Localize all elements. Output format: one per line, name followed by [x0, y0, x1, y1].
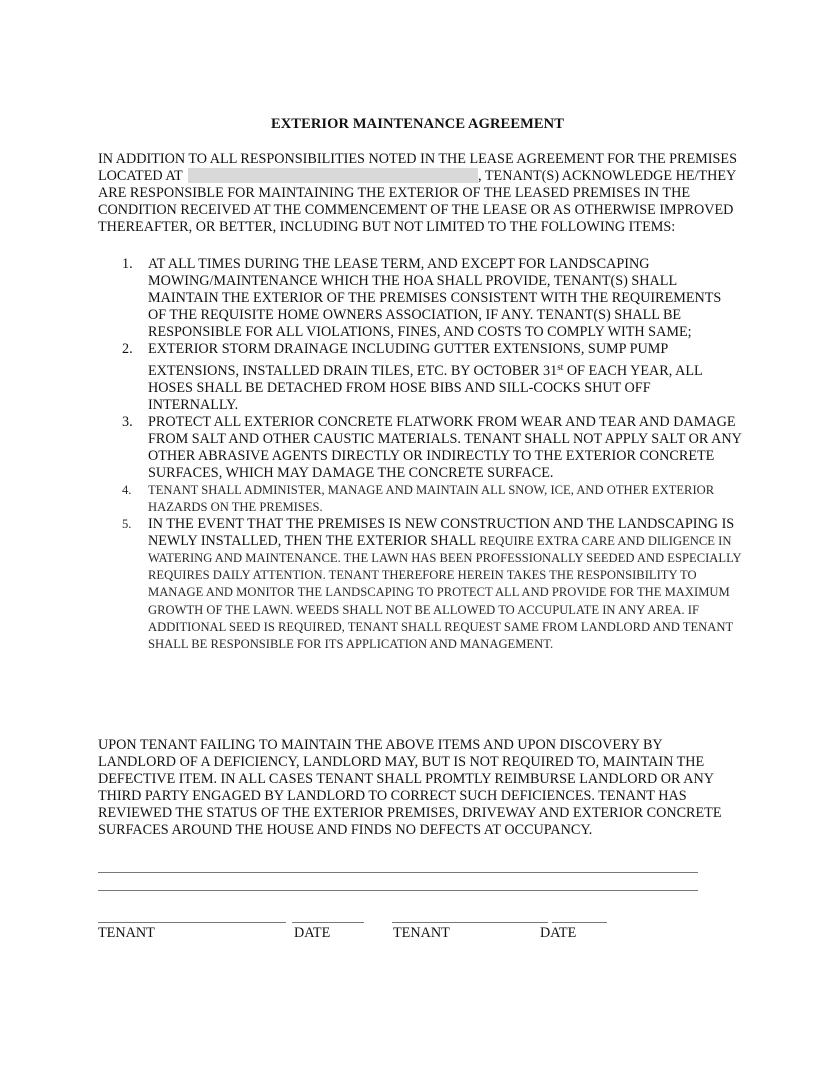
- ordinal-superscript: st: [557, 361, 564, 372]
- date-signature-line: [552, 922, 607, 923]
- list-item: [122, 516, 742, 653]
- tenant-signature-line: [392, 922, 548, 923]
- list-item-number: 4.: [122, 483, 132, 498]
- list-item-text-b: REQUIRE EXTRA CARE AND DILIGENCE IN WATERING AND MAINTENANCE. THE LAWN HAS BEEN PROFESSIONALLY SEEDED AND ESPECIALLY REQUIRES DAILY ATTENTION. TENANT THEREFORE HEREIN TAKES THE RESPONSIBILITY TO MANAGE AND MONITOR THE LANDSCAPING TO PROTECT ALL AND PROVIDE FOR THE MAXIMUM GROWTH OF THE LAWN. WEEDS SHALL NOT BE ALLOWED TO ACCUPULATE IN ANY AREA. IF ADDITIONAL SEED IS REQUIRED, TENANT SHALL REQUEST SAME FROM LANDLORD AND TENANT SHALL BE RESPONSIBLE FOR ITS APPLICATION AND MANAGEMENT.: [148, 534, 742, 651]
- list-item-number: 2.: [122, 341, 133, 358]
- blank-line: [98, 872, 698, 873]
- list-item: [122, 256, 742, 341]
- list-item: [122, 341, 742, 413]
- date-label: DATE: [294, 925, 331, 941]
- list-item-number: 1.: [122, 256, 133, 272]
- redacted-address: [188, 168, 478, 183]
- list-item-text: TENANT SHALL ADMINISTER, MANAGE AND MAINTAIN ALL SNOW, ICE, AND OTHER EXTERIOR HAZARDS ON THE PREMISES.: [148, 483, 715, 515]
- list-item-text: [148, 516, 742, 653]
- closing-paragraph: UPON TENANT FAILING TO MAINTAIN THE ABOVE ITEMS AND UPON DISCOVERY BY LANDLORD OF A DEFICIENCY, LANDLORD MAY, BUT IS NOT REQUIRED TO, MAINTAIN THE DEFECTIVE ITEM. IN ALL CASES TENANT SHALL PROMTLY REIMBURSE LANDLORD OR ANY THIRD PARTY ENGAGED BY LANDLORD TO CORRECT SUCH DEFICIENCES. TENANT HAS REVIEWED THE STATUS OF THE EXTERIOR PREMISES, DRIVEWAY AND EXTERIOR CONCRETE SURFACES AROUND THE HOUSE AND FINDS NO DEFECTS AT OCCUPANCY.: [98, 737, 722, 839]
- list-item: [122, 482, 742, 516]
- list-item-text: PROTECT ALL EXTERIOR CONCRETE FLATWORK FROM WEAR AND TEAR AND DAMAGE FROM SALT AND OTHER CAUSTIC MATERIALS. TENANT SHALL NOT APPLY SALT OR ANY OTHER ABRASIVE AGENTS DIRECTLY OR INDIRECTLY TO THE EXTERIOR CONCRETE SURFACES, WHICH MAY DAMAGE THE CONCRETE SURFACE.: [148, 413, 742, 482]
- intro-text-start: IN ADDITION TO ALL RESPONSIBILITIES NOTED IN THE LEASE AGREEMENT FOR THE PREMISES LOCATED AT: [98, 151, 737, 185]
- list-item-text-a: IN THE EVENT THAT THE PREMISES IS NEW CONSTRUCTION AND THE LANDSCAPING IS NEWLY INSTALLED, THEN THE EXTERIOR SHALL: [148, 516, 735, 550]
- list-item-number: 3.: [122, 413, 133, 430]
- date-label: DATE: [540, 925, 577, 941]
- intro-paragraph: [98, 151, 738, 236]
- list-item-text-a: EXTERIOR STORM DRAINAGE INCLUDING GUTTER EXTENSIONS, SUMP PUMP EXTENSIONS, INSTALLED DRAIN TILES, ETC. BY OCTOBER 31: [148, 341, 668, 379]
- document-title: EXTERIOR MAINTENANCE AGREEMENT: [270, 116, 565, 132]
- maintenance-items-list: [122, 256, 742, 653]
- list-item-text-b: OF EACH YEAR, ALL HOSES SHALL BE DETACHED FROM HOSE BIBS AND SILL-COCKS SHUT OFF INTERNALLY.: [148, 362, 703, 413]
- tenant-label: TENANT: [393, 925, 450, 941]
- list-item-text: AT ALL TIMES DURING THE LEASE TERM, AND EXCEPT FOR LANDSCAPING MOWING/MAINTENANCE WHICH THE HOA SHALL PROVIDE, TENANT(S) SHALL MAINTAIN THE EXTERIOR OF THE PREMISES CONSISTENT WITH THE REQUIREMENTS OF THE REQUISITE HOME OWNERS ASSOCIATION, IF ANY. TENANT(S) SHALL BE RESPONSIBLE FOR ALL VIOLATIONS, FINES, AND COSTS TO COMPLY WITH SAME;: [148, 256, 722, 341]
- list-item-number: 5.: [122, 517, 132, 532]
- tenant-label: TENANT: [98, 925, 155, 941]
- date-signature-line: [292, 922, 364, 923]
- list-item: [122, 414, 742, 482]
- tenant-signature-line: [98, 922, 286, 923]
- blank-line: [98, 890, 698, 891]
- intro-text-end: , TENANT(S) ACKNOWLEDGE HE/THEY ARE RESPONSIBLE FOR MAINTAINING THE EXTERIOR OF THE LEASED PREMISES IN THE CONDITION RECEIVED AT THE COMMENCEMENT OF THE LEASE OR AS OTHERWISE IMPROVED THEREAFTER, OR BETTER, INCLUDING BUT NOT LIMITED TO THE FOLLOWING ITEMS:: [98, 168, 736, 236]
- list-item-text: [148, 341, 742, 413]
